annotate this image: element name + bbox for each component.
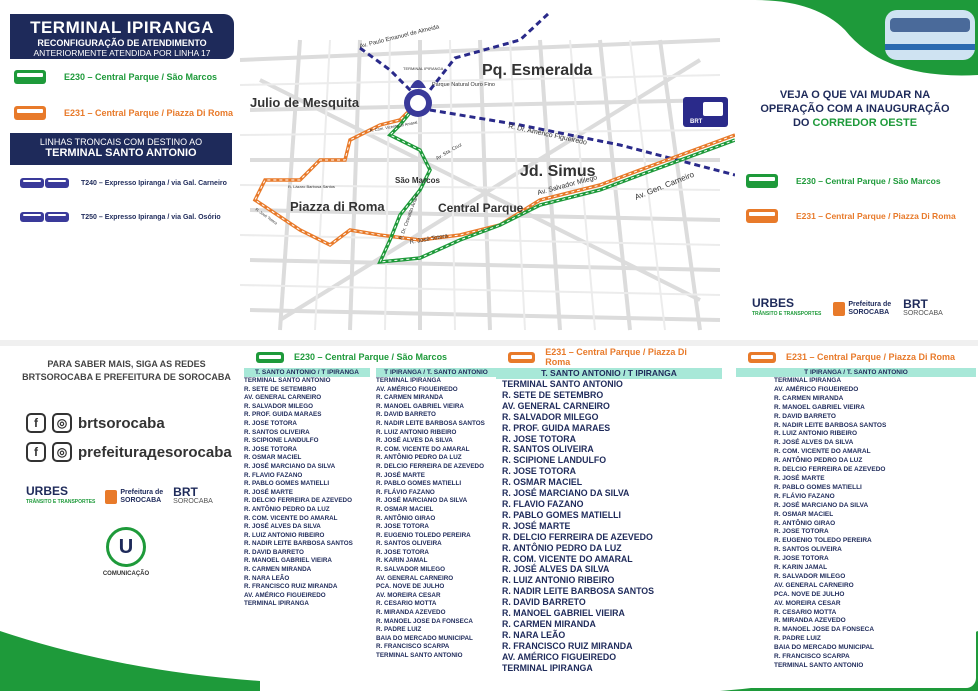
- bus-icon: [746, 209, 778, 223]
- stop-item: R. KARIN JAMAL: [376, 557, 428, 565]
- bus-icon: [748, 352, 776, 363]
- street-label: Av. Paulo Emanuel de Almeida: [359, 24, 440, 50]
- stop-item: R. FRANCISCO RUIZ MIRANDA: [244, 583, 338, 591]
- promo-line: [742, 116, 968, 130]
- stop-item: R. JOSÉ MARTE: [244, 488, 293, 496]
- stop-item: R. FLAVIO FAZANO: [502, 498, 584, 509]
- stop-item: R. JOSE TOTORA: [376, 523, 429, 531]
- table-title: E230 – Central Parque / São Marcos: [294, 352, 448, 362]
- trunk-line1: LINHAS TRONCAIS COM DESTINO AO: [39, 137, 203, 147]
- trunk-header: [10, 133, 232, 165]
- urbes-logo: URBES TRÂNSITO E TRANSPORTES: [752, 296, 822, 317]
- stop-item: R. KARIN JAMAL: [774, 564, 828, 572]
- stop-item: R. PROF. GUIDA MARAES: [502, 422, 611, 433]
- legend-label: E231 – Central Parque / Piazza Di Roma: [64, 108, 234, 118]
- stop-item: R. MANOEL GABRIEL VIEIRA: [502, 608, 625, 619]
- stop-item: R. NARA LEÃO: [502, 629, 566, 640]
- stop-item: R. LUIZ ANTONIO RIBEIRO: [244, 531, 325, 539]
- street-label: Av. Sta. Cruz: [435, 142, 464, 162]
- stop-item: R. MIRANDA AZEVEDO: [376, 609, 446, 617]
- stop-item: R. SANTOS OLIVEIRA: [376, 540, 442, 548]
- stop-item: R. NADIR LEITE BARBOSA SANTOS: [376, 419, 485, 427]
- stop-item: R. DELCIO FERREIRA DE AZEVEDO: [244, 497, 352, 505]
- trunk-item-label: T250 – Expresso Ipiranga / via Gal. Osório: [81, 213, 221, 221]
- social-text: BRTSOROCABA E PREFEITURA DE SOROCABA: [22, 372, 231, 382]
- direction-header: T IPIRANGA / T. SANTO ANTONIO: [376, 368, 496, 377]
- trunk-item-t240: [20, 178, 227, 188]
- direction-col: [370, 368, 496, 661]
- stop-item: R. SANTOS OLIVEIRA: [244, 428, 310, 436]
- stop-item: AV. AMÉRICO FIGUEIREDO: [244, 591, 326, 599]
- stop-item: R. DAVID BARRETO: [502, 597, 586, 608]
- stop-item: R. ANTÔNIO PEDRO DA LUZ: [244, 505, 330, 513]
- stop-item: R. CESARIO MOTTA: [774, 608, 837, 616]
- promo-line: VEJA O QUE VAI MUDAR NA: [779, 89, 931, 101]
- stop-item: R. JOSÉ MARTE: [376, 471, 425, 479]
- timetable-e230: [244, 346, 496, 676]
- right-panel: [735, 0, 978, 340]
- handle-label: prefeiturадesorocaba: [78, 443, 232, 461]
- street-label: R. José Totora: [254, 206, 279, 226]
- page-title: TERMINAL IPIRANGA: [30, 18, 214, 37]
- comm-label: COMUNICAÇÃO: [102, 571, 150, 577]
- logo-strip-bottom: [26, 486, 213, 508]
- stop-item: R. SCIPIONE LANDULFO: [502, 455, 607, 466]
- street-label: Av. Salvador Milego: [536, 174, 599, 197]
- stop-item: TERMINAL SANTO ANTONIO: [244, 377, 331, 384]
- stop-item: R. SALVADOR MILEGO: [502, 411, 599, 422]
- bus-icon: [14, 106, 46, 120]
- stop-item: R. OSMAR MACIEL: [244, 454, 302, 462]
- handle-label: brtsorocaba: [78, 414, 165, 432]
- stop-item: R. JOSÉ ALVES DA SILVA: [774, 439, 854, 447]
- stop-item: R. DAVID BARRETO: [376, 411, 436, 419]
- table-body: [244, 368, 496, 661]
- header-box: [10, 14, 234, 59]
- stop-item: R. JOSÉ MARCIANO DA SILVA: [774, 501, 869, 509]
- promo-line: OPERAÇÃO COM A INAUGURAÇÃO: [760, 103, 950, 115]
- table-header: [244, 346, 496, 368]
- legend-label: E231 – Central Parque / Piazza Di Roma: [796, 211, 956, 221]
- direction-col: [244, 368, 370, 661]
- stop-item: R. NADIR LEITE BARBOSA SANTOS: [502, 586, 654, 597]
- brt-sign-label: BRT: [690, 119, 703, 125]
- stop-item: R. COM. VICENTE DO AMARAL: [376, 445, 470, 453]
- logo-strip-top: [752, 298, 943, 320]
- crest-icon: [833, 302, 845, 316]
- stop-item: TERMINAL IPIRANGA: [502, 662, 593, 673]
- brt-logo: BRT SOROCABA: [903, 297, 943, 317]
- urbes-logo: URBES TRÂNSITO E TRANSPORTES: [26, 484, 96, 505]
- stop-item: R. NADIR LEITE BARBOSA SANTOS: [774, 421, 887, 429]
- stop-item: AV. AMÉRICO FIGUEIREDO: [502, 651, 617, 662]
- stop-item: R. OSMAR MACIEL: [376, 505, 434, 513]
- stop-item: R. DELCIO FERREIRA DE AZEVEDO: [774, 466, 886, 474]
- stop-item: R. DELCIO FERREIRA DE AZEVEDO: [376, 462, 484, 470]
- bus-icon: [508, 352, 535, 363]
- stop-item: R. FRANCISCO RUIZ MIRANDA: [502, 640, 633, 651]
- stop-item: R. JOSÉ MARCIANO DA SILVA: [502, 488, 630, 499]
- promo-text: [742, 88, 968, 130]
- stop-item: R. JOSÉ MARCIANO DA SILVA: [244, 462, 336, 470]
- stop-item: R. COM. VICENTE DO AMARAL: [774, 448, 871, 456]
- street-label: Parque Natural Ouro Fino: [432, 82, 495, 88]
- stop-item: AV. MOREIRA CESAR: [376, 591, 441, 599]
- stop-item: R. FLÁVIO FAZANO: [774, 492, 835, 500]
- stop-item: R. OSMAR MACIEL: [774, 510, 834, 518]
- label-sao-marcos: São Marcos: [395, 176, 440, 185]
- table-title: E231 – Central Parque / Piazza Di Roma: [545, 347, 687, 367]
- stop-item: R. PABLO GOMES MATIELLI: [502, 509, 621, 520]
- legend-label: E230 – Central Parque / São Marcos: [64, 72, 218, 82]
- stop-item: TERMINAL SANTO ANTONIO: [774, 662, 864, 669]
- street-label: Av. Gen. Carneiro: [633, 169, 696, 202]
- stop-item: R. MANOEL JOSE DA FONSECA: [376, 617, 473, 625]
- street-label: R. Dr. Américo Figueiredo: [507, 123, 588, 147]
- stop-item: AV. AMÉRICO FIGUEIREDO: [376, 385, 458, 393]
- stop-item: R. MANOEL GABRIEL VIEIRA: [774, 403, 865, 411]
- right-legend-e231: [746, 209, 956, 223]
- stop-item: R. JOSÉ MARTE: [502, 520, 571, 531]
- stop-item: TERMINAL IPIRANGA: [376, 377, 441, 384]
- table-header: [736, 346, 976, 368]
- stop-list: [496, 379, 722, 673]
- crest-icon: [105, 490, 117, 504]
- label-jd-simus: Jd. Simus: [520, 163, 596, 180]
- stop-item: R. ANTÔNIO PEDRO DA LUZ: [502, 542, 622, 553]
- table-title: E231 – Central Parque / Piazza Di Roma: [786, 352, 956, 362]
- stop-item: R. CARMEN MIRANDA: [376, 394, 444, 402]
- stop-item: R. JOSE TOTORA: [774, 528, 829, 536]
- stop-item: R. FLÁVIO FAZANO: [376, 488, 435, 496]
- trunk-item-t250: [20, 212, 221, 222]
- social-handle-brt[interactable]: [26, 413, 165, 433]
- stop-list: [376, 377, 496, 661]
- stop-item: R. SALVADOR MILEGO: [774, 572, 846, 580]
- facebook-icon: f: [26, 413, 46, 433]
- stop-item: R. MANOEL GABRIEL VIEIRA: [244, 557, 332, 565]
- stop-item: R. ANTÔNIO PEDRO DA LUZ: [376, 454, 462, 462]
- comunicacao-logo: [96, 527, 156, 577]
- stop-item: R. LUIZ ANTONIO RIBEIRO: [774, 430, 858, 438]
- stop-item: R. CESARIO MOTTA: [376, 600, 437, 608]
- stop-item: BAIA DO MERCADO MUNICIPAL: [376, 634, 473, 642]
- stop-item: R. JOSE TOTORA: [774, 555, 829, 563]
- stop-item: R. DAVID BARRETO: [774, 412, 836, 420]
- label-pq-esmeralda: Pq. Esmeralda: [482, 62, 593, 79]
- stop-item: R. FLAVIO FAZANO: [244, 471, 303, 479]
- stop-item: R. JOSÉ MARCIANO DA SILVA: [376, 497, 468, 505]
- stop-item: R. LUIZ ANTONIO RIBEIRO: [502, 575, 615, 586]
- bus-icon: [746, 174, 778, 188]
- right-legend-e230: [746, 174, 941, 188]
- articulated-bus-icon: [20, 178, 69, 188]
- social-handle-prefeitura[interactable]: [26, 442, 232, 462]
- stop-item: R. EUGENIO TOLEDO PEREIRA: [376, 531, 471, 539]
- street-label: R. Dr. Oswaldo Ariani: [398, 193, 421, 241]
- articulated-bus-icon: [20, 212, 69, 222]
- stop-item: R. SANTOS OLIVEIRA: [774, 546, 842, 554]
- stop-item: R. PADRE LUIZ: [774, 635, 821, 643]
- stop-item: R. CARMEN MIRANDA: [502, 618, 596, 629]
- stop-list: [244, 377, 370, 609]
- stop-item: R. JOSÉ ALVES DA SILVA: [244, 523, 321, 531]
- stop-item: R. FRANCISCO SCARPA: [774, 653, 850, 661]
- instagram-icon: ◎: [52, 442, 72, 462]
- stop-item: R. DAVID BARRETO: [244, 548, 304, 556]
- stop-item: R. SALVADOR MILEGO: [244, 402, 314, 410]
- label-central-parque: Central Parque: [438, 201, 524, 215]
- street-label: R. Com. Vicente do Amaral: [369, 119, 418, 133]
- label-piazza-roma: Piazza di Roma: [290, 199, 385, 214]
- trunk-line2: TERMINAL SANTO ANTONIO: [45, 147, 197, 159]
- stop-item: R. COM. VICENTE DO AMARAL: [244, 514, 338, 522]
- stop-item: R. JOSÉ MARTE: [774, 474, 825, 482]
- stop-item: BAIA DO MERCADO MUNICIPAL: [774, 644, 875, 652]
- stop-item: R. MIRANDA AZEVEDO: [774, 617, 846, 625]
- social-callout: [14, 358, 239, 384]
- stop-item: R. PABLO GOMES MATIELLI: [244, 480, 330, 488]
- stop-item: R. FRANCISCO SCARPA: [376, 643, 450, 651]
- stop-item: R. JOSE TOTORA: [502, 466, 576, 477]
- prefeitura-logo: Prefeitura de SOROCABA: [105, 489, 163, 505]
- stop-item: TERMINAL SANTO ANTONIO: [376, 652, 463, 659]
- stop-item: R. MANOEL JOSE DA FONSECA: [774, 626, 875, 634]
- stop-item: AV. GENERAL CARNEIRO: [502, 400, 610, 411]
- label-julio-mesquita: Julio de Mesquita: [250, 95, 360, 110]
- stop-item: R. COM. VICENTE DO AMARAL: [502, 553, 633, 564]
- stop-item: R. SANTOS OLIVEIRA: [502, 444, 594, 455]
- street-label: R. José Totora: [409, 233, 449, 246]
- terminal-label: TERMINAL IPIRANGA: [403, 66, 444, 71]
- timetable-e231-inbound: [736, 346, 976, 688]
- promo-prefix: DO: [792, 117, 813, 129]
- stop-item: TERMINAL IPIRANGA: [774, 377, 842, 384]
- brt-bus-illustration: [735, 0, 978, 90]
- stop-item: R. DELCIO FERREIRA DE AZEVEDO: [502, 531, 653, 542]
- stop-item: R. JOSÉ ALVES DA SILVA: [502, 564, 610, 575]
- stop-item: R. ANTÔNIO GIRAO: [774, 519, 836, 527]
- stop-item: R. JOSE TOTORA: [502, 433, 576, 444]
- instagram-icon: ◎: [52, 413, 72, 433]
- bus-icon: [256, 352, 284, 363]
- stop-item: R. JOSÉ ALVES DA SILVA: [376, 437, 453, 445]
- stop-item: R. ANTÔNIO GIRAO: [376, 514, 436, 522]
- stop-item: PCA. NOVE DE JULHO: [774, 590, 845, 598]
- stop-item: R. JOSE TOTORA: [376, 548, 429, 556]
- stop-item: R. MANOEL GABRIEL VIEIRA: [376, 402, 464, 410]
- headset-icon: U: [106, 527, 146, 567]
- social-text: PARA SABER MAIS, SIGA AS REDES: [47, 359, 206, 369]
- stop-list: [736, 377, 976, 671]
- direction-header: T IPIRANGA / T. SANTO ANTONIO: [736, 368, 976, 377]
- prefeitura-logo: Prefeitura de SOROCABA: [833, 301, 891, 317]
- stop-item: R. JOSE TOTORA: [244, 419, 297, 427]
- page-note: ANTERIORMENTE ATENDIDA POR LINHA 17: [33, 48, 211, 58]
- stop-item: AV. GENERAL CARNEIRO: [244, 394, 322, 402]
- street-label: R. Lázaro Barbosa Santos: [288, 184, 335, 189]
- facebook-icon: f: [26, 442, 46, 462]
- stop-item: AV. GENERAL CARNEIRO: [774, 581, 854, 589]
- page-subtitle: RECONFIGURAÇÃO DE ATENDIMENTO: [37, 38, 207, 48]
- stop-item: R. ANTÔNIO PEDRO DA LUZ: [774, 457, 863, 465]
- bus-icon: [14, 70, 46, 84]
- legend-label: E230 – Central Parque / São Marcos: [796, 176, 941, 186]
- top-section: [0, 0, 978, 340]
- stop-item: R. PABLO GOMES MATIELLI: [376, 480, 462, 488]
- legend-e231: [14, 106, 233, 120]
- stop-item: TERMINAL IPIRANGA: [244, 600, 309, 608]
- stop-item: R. PROF. GUIDA MARAES: [244, 411, 322, 419]
- stop-item: R. NARA LEÃO: [244, 574, 290, 582]
- stop-item: R. LUIZ ANTONIO RIBEIRO: [376, 428, 457, 436]
- stop-item: R. CARMEN MIRANDA: [244, 566, 312, 574]
- stop-item: R. JOSE TOTORA: [244, 445, 297, 453]
- stop-item: AV. GENERAL CARNEIRO: [376, 574, 454, 582]
- timetable-e231-outbound: [496, 346, 722, 688]
- stop-item: TERMINAL SANTO ANTONIO: [502, 379, 623, 389]
- stop-item: PCA. NOVE DE JULHO: [376, 583, 445, 591]
- stop-item: R. SETE DE SETEMBRO: [502, 389, 604, 400]
- table-header: [496, 346, 722, 368]
- stop-item: R. SCIPIONE LANDULFO: [244, 437, 319, 445]
- stop-item: R. SETE DE SETEMBRO: [244, 385, 317, 393]
- stop-item: AV. AMÉRICO FIGUEIREDO: [774, 385, 859, 393]
- stop-item: R. PABLO GOMES MATIELLI: [774, 483, 862, 491]
- stop-item: R. SALVADOR MILEGO: [376, 566, 446, 574]
- direction-header: T. SANTO ANTONIO / T IPIRANGA: [244, 368, 370, 377]
- stop-item: R. OSMAR MACIEL: [502, 477, 583, 488]
- legend-e230: [14, 70, 217, 84]
- promo-highlight: CORREDOR OESTE: [812, 117, 918, 129]
- stop-item: R. NADIR LEITE BARBOSA SANTOS: [244, 540, 353, 548]
- trunk-item-label: T240 – Expresso Ipiranga / via Gal. Carneiro: [81, 179, 227, 187]
- stop-item: AV. MOREIRA CESAR: [774, 599, 841, 607]
- stop-item: R. PADRE LUIZ: [376, 626, 422, 634]
- direction-header: T. SANTO ANTONIO / T IPIRANGA: [496, 368, 722, 379]
- brt-logo: BRT SOROCABA: [173, 485, 213, 505]
- stop-item: R. EUGENIO TOLEDO PEREIRA: [774, 537, 872, 545]
- stop-item: R. CARMEN MIRANDA: [774, 394, 844, 402]
